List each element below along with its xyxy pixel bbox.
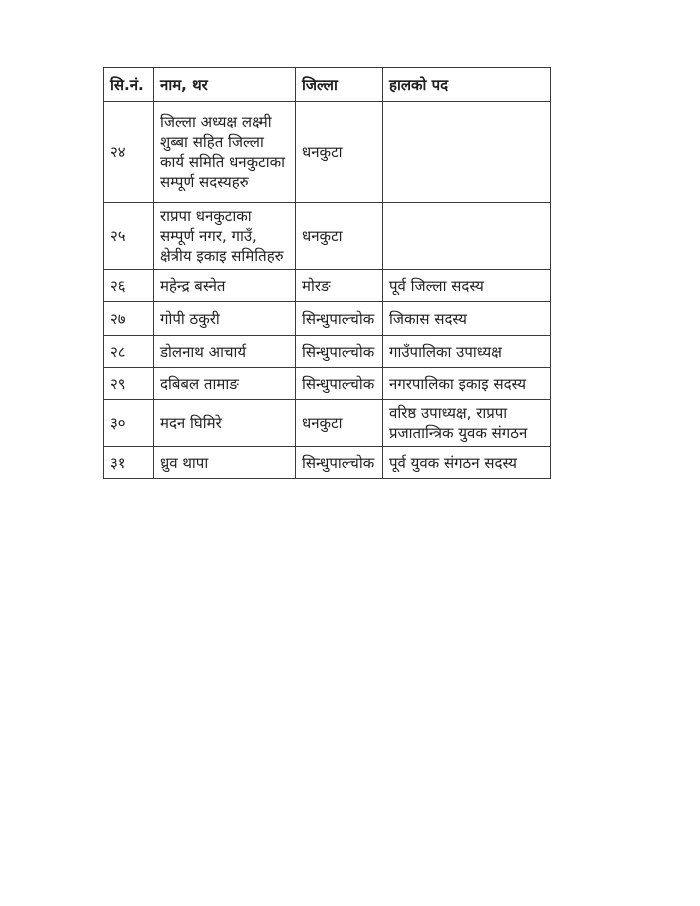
cell-name: ध्रुव थापा (154, 447, 296, 479)
cell-serial: २५ (104, 203, 154, 270)
cell-name: जिल्ला अध्यक्ष लक्ष्मी शुब्बा सहित जिल्ला कार्य समिति धनकुटाका सम्पूर्ण सदस्यहरु (154, 102, 296, 203)
cell-district: धनकुटा (296, 400, 383, 447)
cell-district: धनकुटा (296, 102, 383, 203)
members-table (103, 67, 551, 479)
cell-position: वरिष्ठ उपाध्यक्ष, राप्रपा प्रजातान्त्रिक युवक संगठन (383, 400, 551, 447)
cell-serial: ३० (104, 400, 154, 447)
cell-position: पूर्व जिल्ला सदस्य (383, 270, 551, 302)
cell-position: नगरपालिका इकाइ सदस्य (383, 368, 551, 400)
cell-name: डोलनाथ आचार्य (154, 336, 296, 368)
cell-district: सिन्धुपाल्चोक (296, 336, 383, 368)
cell-serial: २९ (104, 368, 154, 400)
cell-serial: २४ (104, 102, 154, 203)
col-header-district: जिल्ला (296, 68, 383, 102)
table-row (104, 203, 551, 270)
table-row (104, 302, 551, 336)
table-row (104, 447, 551, 479)
cell-serial: ३१ (104, 447, 154, 479)
cell-name: मदन घिमिरे (154, 400, 296, 447)
cell-district: धनकुटा (296, 203, 383, 270)
col-header-position: हालको पद (383, 68, 551, 102)
col-header-name: नाम, थर (154, 68, 296, 102)
cell-district: मोरङ (296, 270, 383, 302)
header-row (104, 68, 551, 102)
cell-name: दबिबल तामाङ (154, 368, 296, 400)
cell-name: राप्रपा धनकुटाका सम्पूर्ण नगर, गाउँ, क्षेत्रीय इकाइ समितिहरु (154, 203, 296, 270)
cell-district: सिन्धुपाल्चोक (296, 302, 383, 336)
table-row (104, 368, 551, 400)
col-header-serial: सि.नं. (104, 68, 154, 102)
cell-district: सिन्धुपाल्चोक (296, 447, 383, 479)
cell-position: गाउँपालिका उपाध्यक्ष (383, 336, 551, 368)
cell-serial: २६ (104, 270, 154, 302)
cell-district: सिन्धुपाल्चोक (296, 368, 383, 400)
cell-position: जिकास सदस्य (383, 302, 551, 336)
cell-serial: २८ (104, 336, 154, 368)
cell-name: गोपी ठकुरी (154, 302, 296, 336)
cell-name: महेन्द्र बस्नेत (154, 270, 296, 302)
cell-position: पूर्व युवक संगठन सदस्य (383, 447, 551, 479)
table-row (104, 336, 551, 368)
table-row (104, 102, 551, 203)
cell-position (383, 203, 551, 270)
table-row (104, 270, 551, 302)
table-row (104, 400, 551, 447)
cell-serial: २७ (104, 302, 154, 336)
cell-position (383, 102, 551, 203)
